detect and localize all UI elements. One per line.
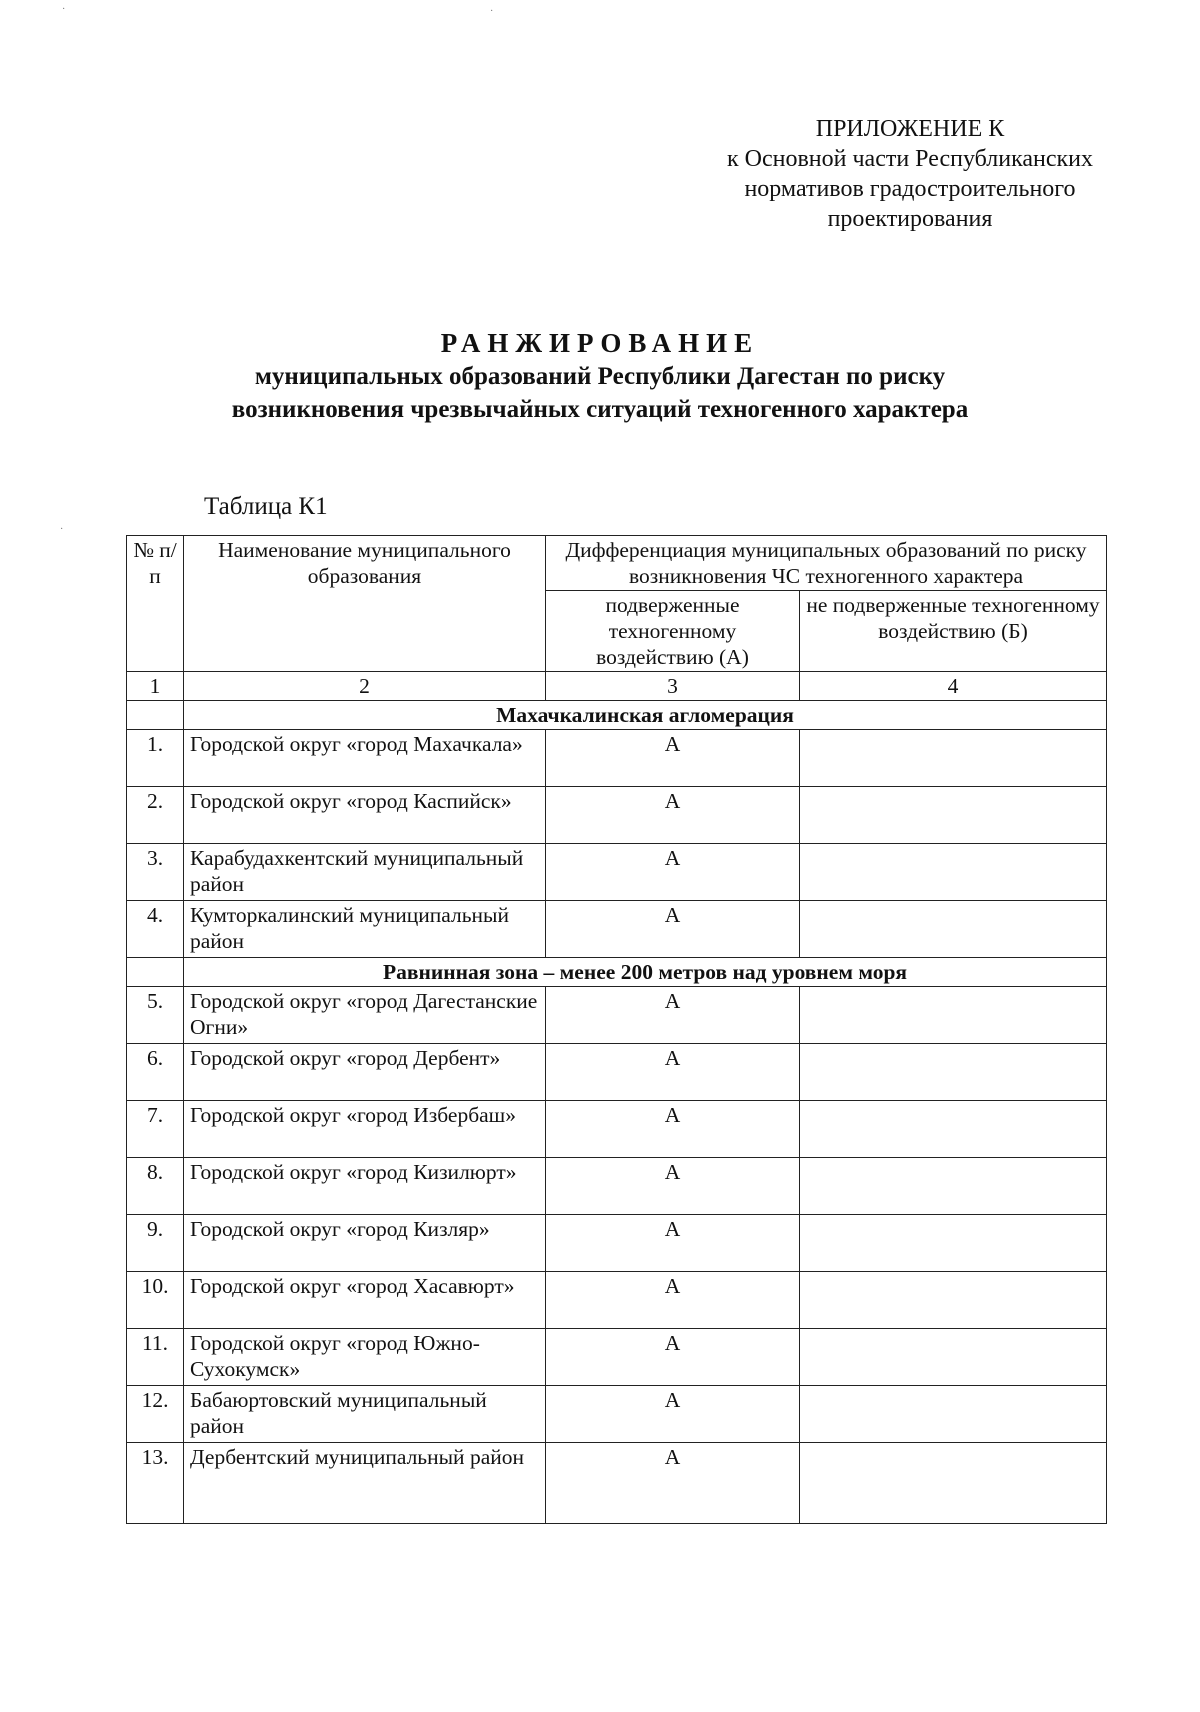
exposed-category: А [546,1215,800,1272]
section-title: Равнинная зона – менее 200 метров над уровнем моря [184,958,1107,987]
not-exposed-category [800,1443,1107,1524]
header-num: № п/п [127,536,184,672]
row-number: 13. [127,1443,184,1524]
exposed-category: А [546,1272,800,1329]
table-row [127,1044,1107,1101]
exposed-category: А [546,1101,800,1158]
table-row [127,1329,1107,1386]
not-exposed-category [800,1329,1107,1386]
header-differentiation: Дифференциация муниципальных образований по риску возникновения ЧС техногенного характера [546,536,1107,591]
municipality-name: Городской округ «город Кизилюрт» [184,1158,546,1215]
exposed-category: А [546,787,800,844]
header-row [127,536,1107,591]
table-row [127,901,1107,958]
municipality-name: Бабаюртовский муниципальный район [184,1386,546,1443]
exposed-category: А [546,1158,800,1215]
not-exposed-category [800,730,1107,787]
exposed-category: А [546,1329,800,1386]
appendix-header [690,114,1130,234]
municipality-name: Городской округ «город Дербент» [184,1044,546,1101]
not-exposed-category [800,1158,1107,1215]
table-row [127,730,1107,787]
exposed-category: А [546,901,800,958]
table-row [127,1386,1107,1443]
table-label: Таблица К1 [204,493,328,520]
exposed-category: А [546,844,800,901]
row-number: 5. [127,987,184,1044]
ranking-table [126,535,1107,1524]
not-exposed-category [800,1101,1107,1158]
not-exposed-category [800,901,1107,958]
row-number: 10. [127,1272,184,1329]
section-empty-cell [127,701,184,730]
column-number: 3 [546,672,800,701]
table-row [127,1443,1107,1524]
not-exposed-category [800,787,1107,844]
not-exposed-category [800,844,1107,901]
row-number: 3. [127,844,184,901]
not-exposed-category [800,1044,1107,1101]
row-number: 4. [127,901,184,958]
row-number: 11. [127,1329,184,1386]
exposed-category: А [546,730,800,787]
municipality-name: Городской округ «город Кизляр» [184,1215,546,1272]
header-not-exposed: не подверженные техногенному воздействию (Б) [800,591,1107,672]
scan-speck: · [60,524,64,535]
section-title: Махачкалинская агломерация [184,701,1107,730]
municipality-name: Кумторкалинский муниципальный район [184,901,546,958]
header-name: Наименование муниципального образования [184,536,546,672]
title-subtitle-line-2: возникновения чрезвычайных ситуаций техногенного характера [231,396,969,423]
row-number: 7. [127,1101,184,1158]
column-number: 1 [127,672,184,701]
section-row [127,701,1107,730]
not-exposed-category [800,1215,1107,1272]
scan-speck: · [490,6,494,17]
table-row [127,787,1107,844]
table-row [127,987,1107,1044]
not-exposed-category [800,1272,1107,1329]
exposed-category: А [546,1044,800,1101]
row-number: 1. [127,730,184,787]
appendix-line: ПРИЛОЖЕНИЕ К [815,116,1005,142]
not-exposed-category [800,987,1107,1044]
section-row [127,958,1107,987]
row-number: 2. [127,787,184,844]
municipality-name: Городской округ «город Махачкала» [184,730,546,787]
exposed-category: А [546,987,800,1044]
appendix-line: нормативов градостроительного [744,176,1076,202]
title-subtitle-line-1: муниципальных образований Республики Дагестан по риску [254,363,946,390]
table-row [127,844,1107,901]
table-row [127,1101,1107,1158]
row-number: 12. [127,1386,184,1443]
row-number: 9. [127,1215,184,1272]
municipality-name: Городской округ «город Хасавюрт» [184,1272,546,1329]
appendix-line: проектирования [827,206,993,232]
municipality-name: Городской округ «город Избербаш» [184,1101,546,1158]
municipality-name: Городской округ «город Дагестанские Огни» [184,987,546,1044]
document-title [120,326,1080,426]
municipality-name: Городской округ «город Каспийск» [184,787,546,844]
title-main: РАНЖИРОВАНИЕ [440,328,760,358]
table-row [127,1158,1107,1215]
table-row [127,1215,1107,1272]
column-number-row [127,672,1107,701]
table-row [127,1272,1107,1329]
header-exposed: подверженные техногенному воздействию (А) [546,591,800,672]
column-number: 4 [800,672,1107,701]
exposed-category: А [546,1386,800,1443]
row-number: 6. [127,1044,184,1101]
municipality-name: Карабудахкентский муниципальный район [184,844,546,901]
exposed-category: А [546,1443,800,1524]
appendix-line: к Основной части Республиканских [726,146,1094,172]
municipality-name: Дербентский муниципальный район [184,1443,546,1524]
column-number: 2 [184,672,546,701]
section-empty-cell [127,958,184,987]
row-number: 8. [127,1158,184,1215]
municipality-name: Городской округ «город Южно-Сухокумск» [184,1329,546,1386]
scan-speck: · [62,4,66,15]
not-exposed-category [800,1386,1107,1443]
